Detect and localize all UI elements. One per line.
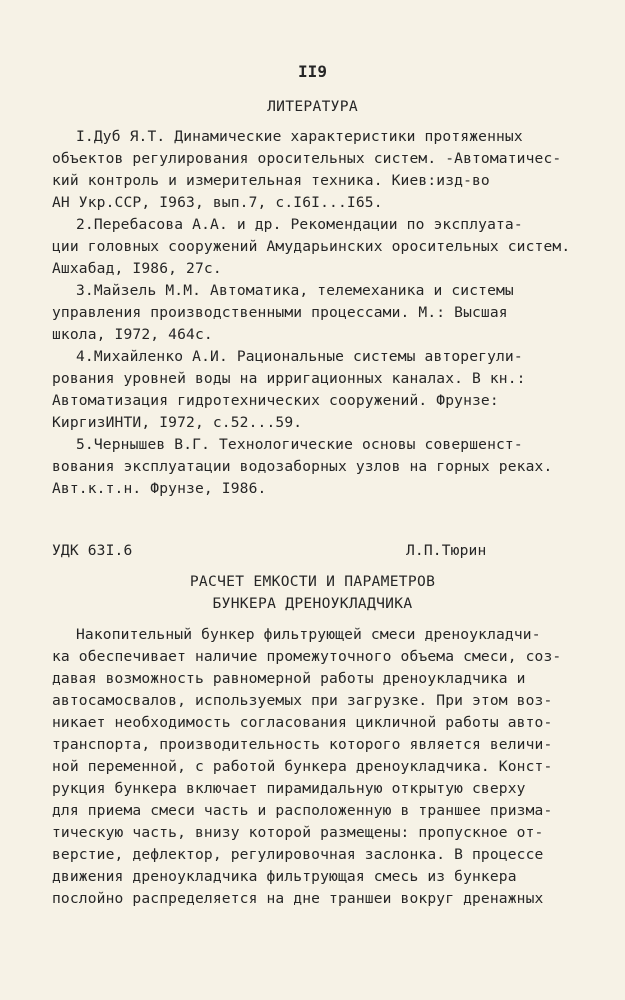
reference-line: объектов регулирования оросительных систем. -Автоматичес- <box>52 150 562 167</box>
reference-line: Авт.к.т.н. Фрунзе, I986. <box>52 480 267 497</box>
body-line: транспорта, производительность которого является величи- <box>52 736 553 753</box>
body-line: ной переменной, с работой бункера дреноукладчика. Конст- <box>52 758 553 775</box>
reference-line: I.Дуб Я.Т. Динамические характеристики протяженных <box>76 128 523 145</box>
reference-line: 4.Михайленко А.И. Рациональные системы авторегули- <box>76 348 523 365</box>
reference-line: АН Укр.ССР, I963, вып.7, с.I6I...I65. <box>52 194 383 211</box>
body-line: Накопительный бункер фильтрующей смеси дреноукладчи- <box>76 626 541 643</box>
reference-line: 3.Майзель М.М. Автоматика, телемеханика и системы <box>76 282 514 299</box>
reference-line: вования эксплуатации водозаборных узлов на горных реках. <box>52 458 553 475</box>
article-title-line-2: БУНКЕРА ДРЕНОУКЛАДЧИКА <box>212 595 413 612</box>
reference-line: рования уровней воды на ирригационных каналах. В кн.: <box>52 370 526 387</box>
author-name: Л.П.Тюрин <box>406 542 487 559</box>
reference-line: Автоматизация гидротехнических сооружений. Фрунзе: <box>52 392 499 409</box>
reference-line: управления производственными процессами. М.: Высшая <box>52 304 508 321</box>
body-line: верстие, дефлектор, регулировочная заслонка. В процессе <box>52 846 544 863</box>
reference-line: 2.Перебасова А.А. и др. Рекомендации по эксплуата- <box>76 216 523 233</box>
body-line: для приема смеси часть и расположенную в траншее призма- <box>52 802 553 819</box>
body-line: рукция бункера включает пирамидальную открытую сверху <box>52 780 526 797</box>
article-title-line-1: РАСЧЕТ ЕМКОСТИ И ПАРАМЕТРОВ <box>189 573 436 590</box>
reference-line: школа, I972, 464с. <box>52 326 213 343</box>
body-line: никает необходимость согласования цикличной работы авто- <box>52 714 553 731</box>
page-number: II9 <box>298 62 327 81</box>
reference-line: 5.Чернышев В.Г. Технологические основы совершенст- <box>76 436 523 453</box>
reference-line: Ашхабад, I986, 27с. <box>52 260 222 277</box>
body-line: давая возможность равномерной работы дреноукладчика и <box>52 670 526 687</box>
body-line: тическую часть, внизу которой размещены: пропускное от- <box>52 824 544 841</box>
references-heading: ЛИТЕРАТУРА <box>267 98 358 115</box>
body-line: движения дреноукладчика фильтрующая смесь из бункера <box>52 868 517 885</box>
reference-line: ции головных сооружений Амударьинских оросительных систем. <box>52 238 571 255</box>
reference-line: КиргизИНТИ, I972, с.52...59. <box>52 414 303 431</box>
body-line: послойно распределяется на дне траншеи вокруг дренажных <box>52 890 544 907</box>
reference-line: кий контроль и измерительная техника. Киев:изд-во <box>52 172 490 189</box>
body-line: ка обеспечивает наличие промежуточного объема смеси, соз- <box>52 648 562 665</box>
body-line: автосамосвалов, используемых при загрузке. При этом воз- <box>52 692 553 709</box>
udk-code: УДК 63I.6 <box>52 542 133 559</box>
